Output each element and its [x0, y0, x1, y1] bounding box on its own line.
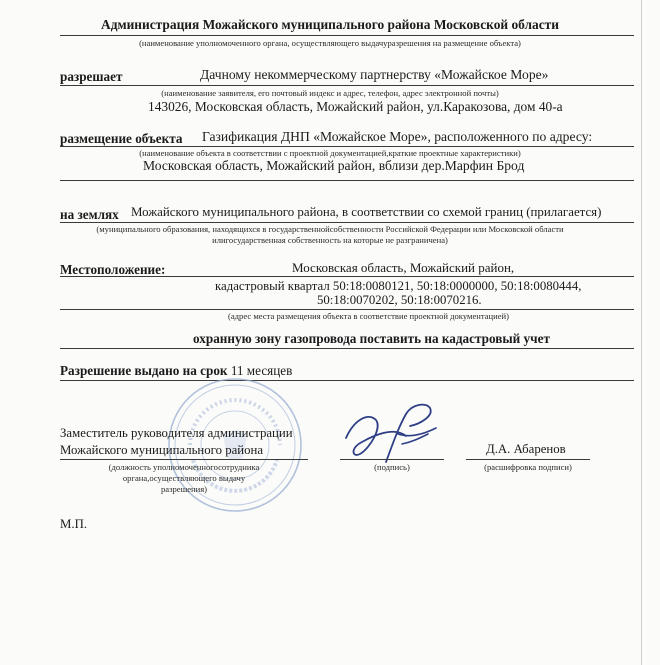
rule [60, 85, 634, 86]
rule [60, 35, 634, 36]
rule [340, 459, 444, 460]
placement-label: размещение объекта [60, 131, 183, 146]
applicant-address: 143026, Московская область, Можайский район, ул.Каракозова, дом 40-а [148, 99, 563, 114]
rule [60, 222, 634, 223]
rule [60, 276, 634, 277]
lands-value: Можайского муниципального района, в соответствии со схемой границ (прилагается) [131, 205, 602, 219]
lands-caption-1: (муниципального образования, находящихся в государственнойсобственности Российской Федерации или Московской области [96, 224, 564, 234]
rule [60, 348, 634, 349]
authority-caption: (наименование уполномоченного органа, осуществляющего выдачуразрешения на размещение объекта) [139, 38, 521, 48]
permits-label: разрешает [60, 69, 123, 84]
term-value: 11 месяцев [230, 363, 293, 378]
placement-address: Московская область, Можайский район, вблизи дер.Марфин Брод [143, 158, 525, 173]
position-caption-3: разрешения) [160, 484, 208, 494]
rule [60, 180, 634, 181]
position-caption-1: (должность уполномоченногосотрудника [108, 462, 260, 472]
placement-object: Газификация ДНП «Можайское Море», расположенного по адресу: [202, 129, 593, 144]
signer-position-2: Можайского муниципального района [60, 443, 264, 457]
rule [60, 459, 308, 460]
signature-caption: (подпись) [374, 462, 410, 472]
name-caption: (расшифровка подписи) [484, 462, 572, 472]
rule [60, 380, 634, 381]
rule [60, 309, 634, 310]
location-line-1: Московская область, Можайский район, [292, 260, 515, 275]
location-caption: (адрес места размещения объекта в соответствие проектной документацией) [228, 311, 510, 321]
location-label: Местоположение: [60, 262, 166, 277]
applicant-name: Дачному некоммерческому партнерству «Можайское Море» [200, 67, 549, 82]
signer-position-1: Заместитель руководителя администрации [60, 426, 293, 440]
authority-title: Администрация Можайского муниципального района Московской области [101, 17, 559, 32]
rule [466, 459, 590, 460]
page-edge-line [641, 0, 642, 665]
protection-zone-note: охранную зону газопровода поставить на кадастровый учет [193, 331, 550, 346]
lands-caption-2: илигосударственная собственность на которые не разграничена) [212, 235, 448, 245]
applicant-caption: (наименование заявителя, его почтовый индекс и адрес, телефон, адрес электронной почты) [161, 88, 499, 98]
seal-place-label: М.П. [60, 517, 88, 531]
placement-caption: (наименование объекта в соответствии с проектной документацией,краткие проектные характеристики) [139, 148, 521, 158]
signer-name: Д.А. Абаренов [486, 442, 566, 456]
rule [60, 146, 634, 147]
term-label: Разрешение выдано на срок [60, 363, 228, 378]
location-line-2: кадастровый квартал 50:18:0080121, 50:18:0000000, 50:18:0080444, [215, 279, 582, 293]
location-line-3: 50:18:0070202, 50:18:0070216. [317, 293, 482, 307]
lands-label: на землях [60, 207, 119, 222]
position-caption-2: органа,осуществляющего выдачу [122, 473, 246, 483]
